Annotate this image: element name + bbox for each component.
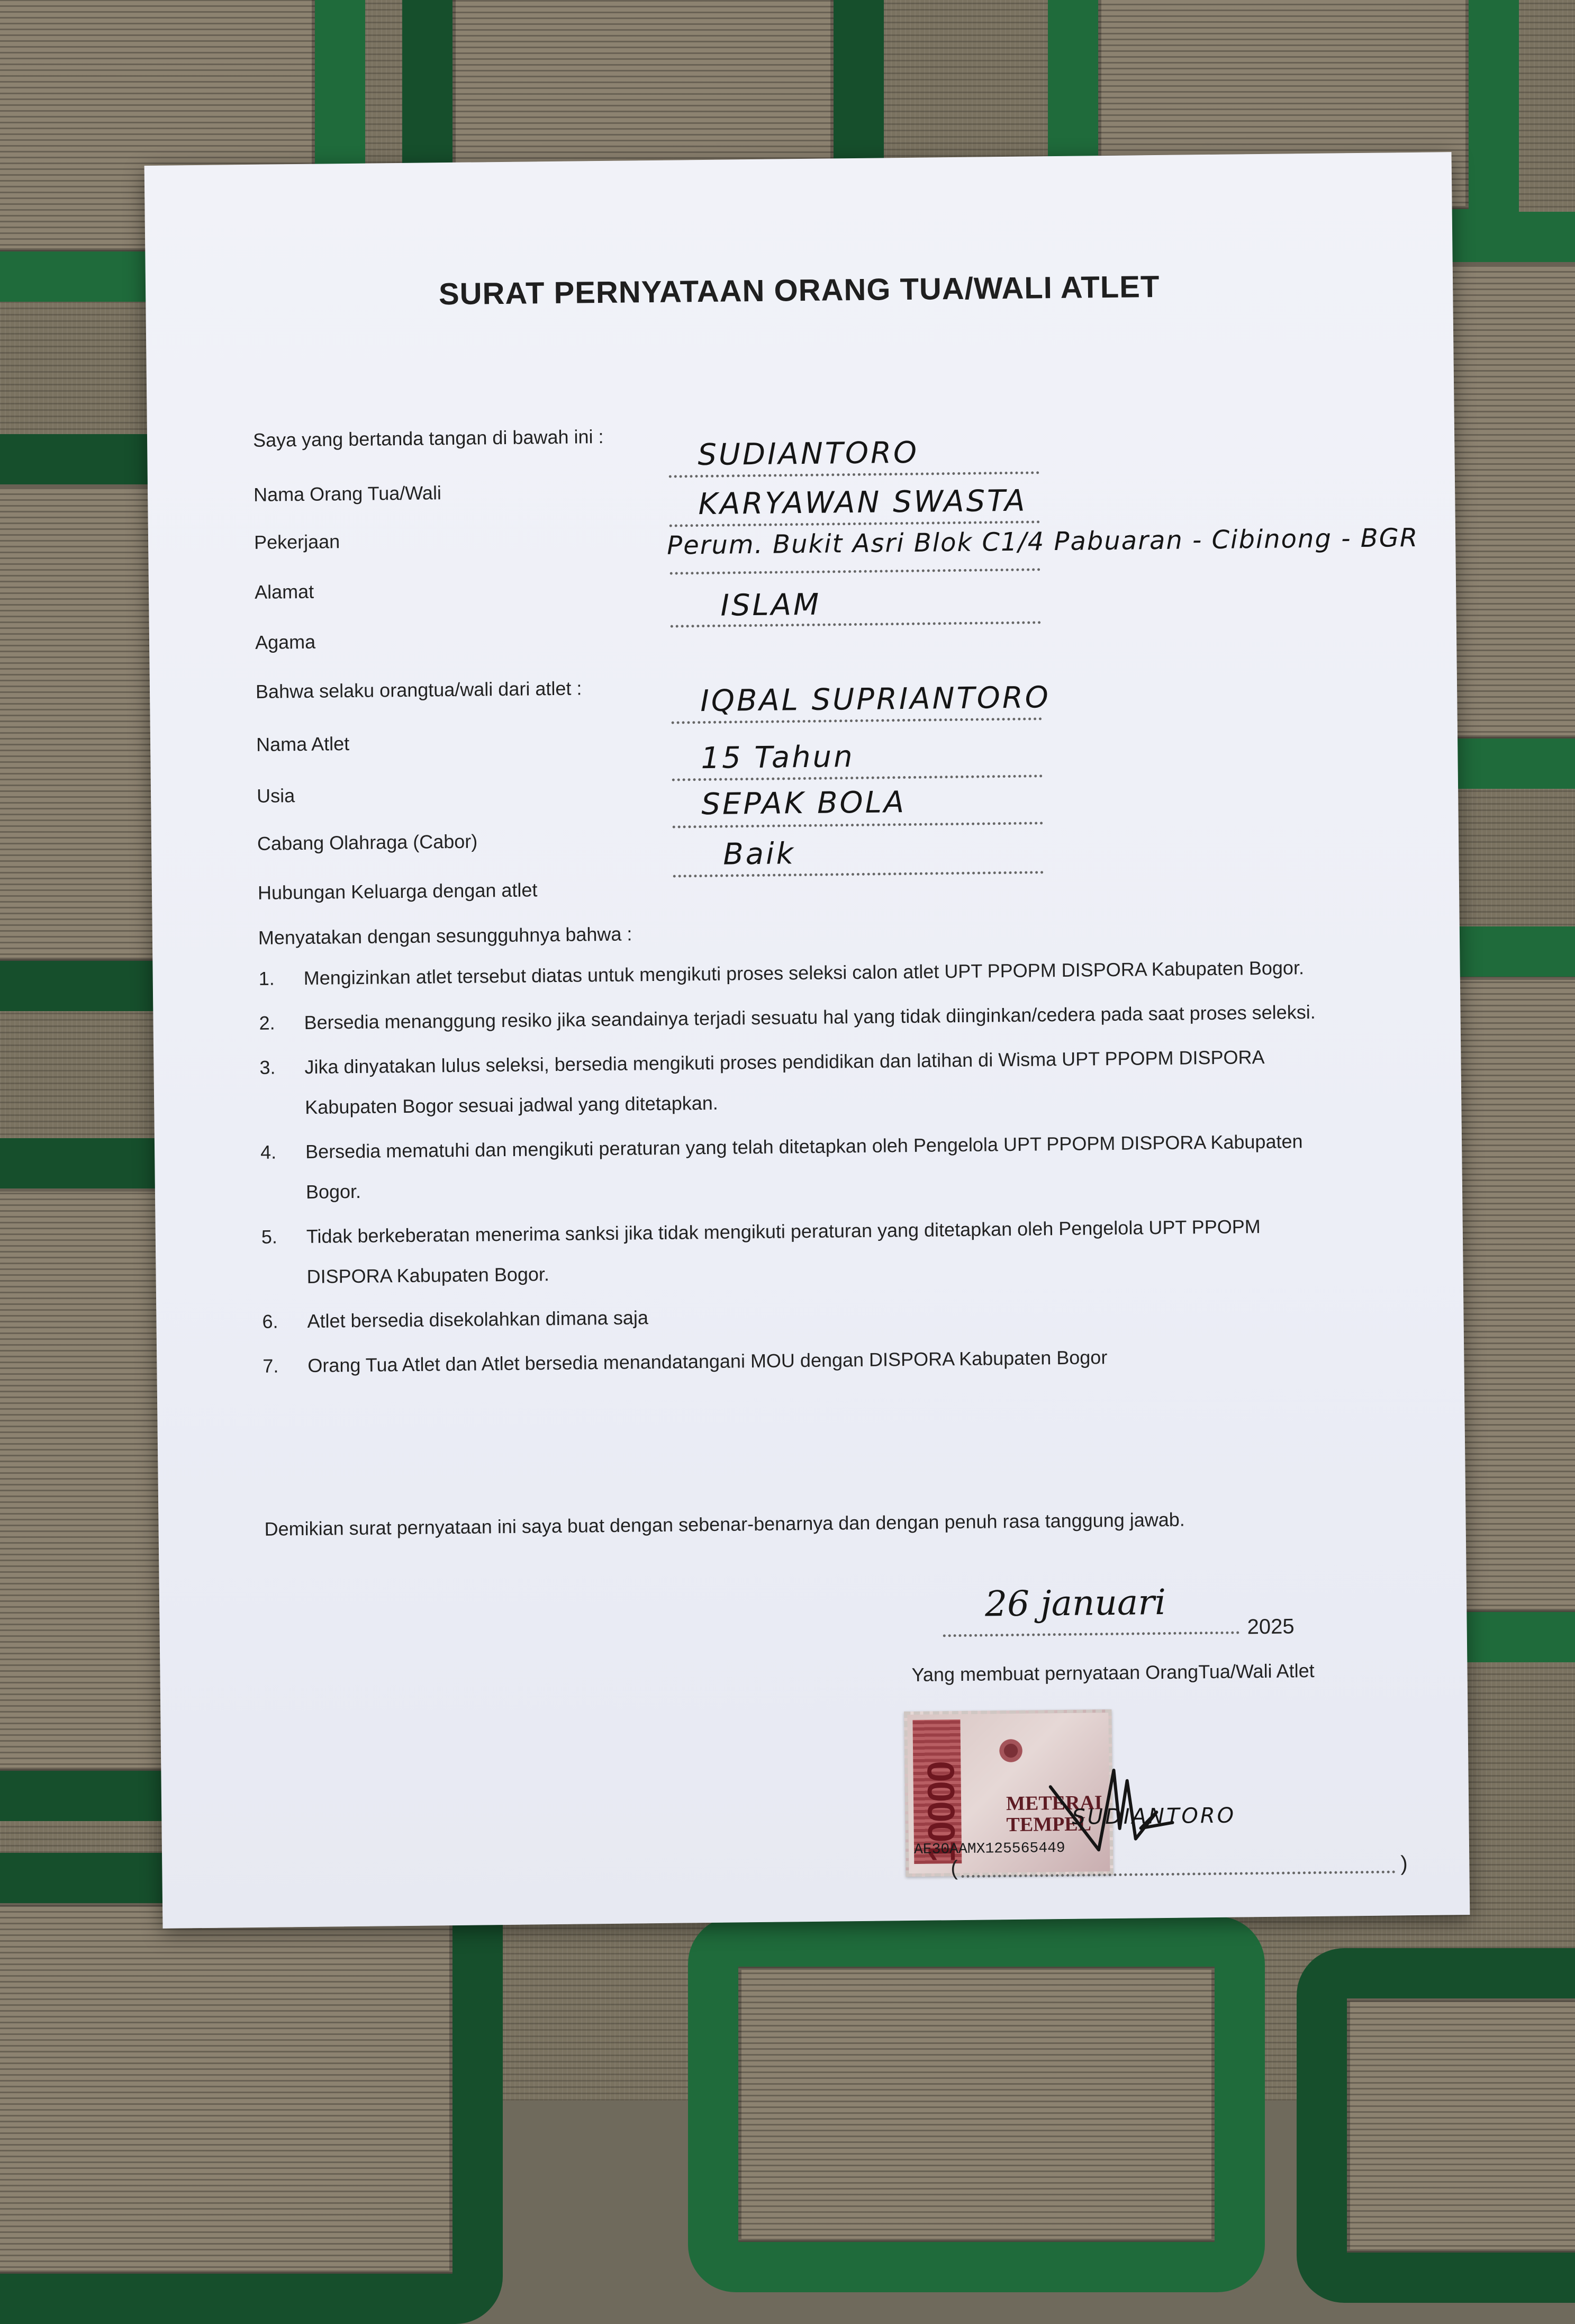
list-item-text: Orang Tua Atlet dan Atlet bersedia menandatangani MOU dengan DISPORA Kabupaten Bogor bbox=[307, 1346, 1108, 1376]
intro-text: Saya yang bertanda tangan di bawah ini : bbox=[252, 425, 604, 451]
field-label-religion: Agama bbox=[255, 630, 316, 653]
closing-paragraph: Demikian surat pernyataan ini saya buat dengan sebenar-benarnya dan dengan penuh rasa tanggung jawab. bbox=[264, 1508, 1185, 1540]
document-title: SURAT PERNYATAAN ORANG TUA/WALI ATLET bbox=[438, 269, 1160, 312]
field-label-relationship: Hubungan Keluarga dengan atlet bbox=[257, 879, 538, 904]
list-item bbox=[259, 1037, 1318, 1128]
paren-open: ( bbox=[951, 1857, 958, 1880]
list-item-number: 3. bbox=[259, 1056, 276, 1078]
field-label-sport: Cabang Olahraga (Cabor) bbox=[257, 830, 478, 854]
background-tile bbox=[688, 1916, 1265, 2292]
list-item-number: 1. bbox=[258, 967, 275, 989]
field-line bbox=[672, 717, 1042, 724]
list-item-text: Bersedia mematuhi dan mengikuti peraturan yang telah ditetapkan oleh Pengelola UPT PPOPM DISPORA Kabupaten Bogor. bbox=[305, 1130, 1303, 1203]
field-line bbox=[673, 822, 1043, 828]
signature-scribble bbox=[1034, 1748, 1236, 1856]
declaration-intro-text: Menyatakan dengan sesungguhnya bahwa : bbox=[258, 923, 632, 949]
list-item bbox=[261, 1206, 1320, 1298]
signer-label: Yang membuat pernyataan OrangTua/Wali Atlet bbox=[911, 1660, 1315, 1686]
list-item-number: 6. bbox=[262, 1310, 278, 1332]
statement-paper bbox=[144, 152, 1470, 1929]
field-value-athlete-name: IQBAL SUPRIANTORO bbox=[700, 680, 1051, 719]
list-item-text: Tidak berkeberatan menerima sanksi jika tidak mengikuti peraturan yang ditetapkan oleh Pengelola UPT PPOPM DISPORA Kabupaten Bogor. bbox=[306, 1215, 1261, 1287]
field-line bbox=[672, 774, 1043, 781]
field-label-address: Alamat bbox=[254, 580, 314, 603]
list-item bbox=[262, 1291, 1321, 1342]
background-tile bbox=[1297, 1948, 1575, 2303]
date-line bbox=[943, 1632, 1239, 1637]
garuda-emblem-icon bbox=[987, 1727, 1035, 1780]
list-item-number: 2. bbox=[259, 1012, 275, 1034]
field-label-age: Usia bbox=[256, 785, 295, 807]
field-label-parent-name: Nama Orang Tua/Wali bbox=[253, 482, 442, 506]
field-value-age: 15 Tahun bbox=[701, 740, 855, 776]
field-value-relationship: Baik bbox=[722, 836, 796, 872]
field-line bbox=[669, 471, 1039, 478]
field-value-address: Perum. Bukit Asri Blok C1/4 Pabuaran - Cibinong - BGR bbox=[666, 523, 1419, 561]
list-item bbox=[258, 948, 1317, 999]
stamp-text: METERAI TEMPEL bbox=[1006, 1791, 1102, 1836]
signer-name: SUDIANTORO bbox=[1072, 1803, 1236, 1830]
list-item-text: Bersedia menanggung resiko jika seandainya terjadi sesuatu hal yang tidak diinginkan/cedera pada saat proses seleksi. bbox=[304, 1001, 1316, 1033]
list-item-text: Atlet bersedia disekolahkan dimana saja bbox=[307, 1307, 649, 1332]
field-label-occupation: Pekerjaan bbox=[254, 530, 340, 553]
list-item-number: 5. bbox=[261, 1226, 278, 1248]
list-item bbox=[259, 992, 1318, 1043]
field-label-athlete-name: Nama Atlet bbox=[256, 733, 350, 755]
date-handwritten: 26 januari bbox=[984, 1581, 1166, 1625]
list-item bbox=[260, 1121, 1319, 1213]
list-item bbox=[262, 1335, 1321, 1386]
paren-close: ) bbox=[1400, 1852, 1408, 1876]
stamp-value: 10000 bbox=[920, 1761, 964, 1863]
field-value-parent-name: SUDIANTORO bbox=[698, 435, 919, 473]
list-item-text: Jika dinyatakan lulus seleksi, bersedia mengikuti proses pendidikan dan latihan di Wisma UPT PPOPM DISPORA Kabupaten Bogor sesuai jadwal yang ditetapkan. bbox=[304, 1046, 1264, 1118]
list-item-number: 4. bbox=[260, 1141, 277, 1163]
field-line bbox=[670, 568, 1040, 574]
field-line bbox=[669, 520, 1040, 527]
field-value-sport: SEPAK BOLA bbox=[701, 785, 907, 822]
terms-list bbox=[258, 948, 1321, 1391]
stamp-serial: AE30AAMX125565449 bbox=[913, 1840, 1065, 1858]
field-value-religion: ISLAM bbox=[720, 587, 821, 623]
field-line bbox=[673, 871, 1044, 877]
list-item-text: Mengizinkan atlet tersebut diatas untuk mengikuti proses seleksi calon atlet UPT PPOPM DISPORA Kabupaten Bogor. bbox=[303, 957, 1305, 989]
date-year: 2025 bbox=[1247, 1615, 1295, 1639]
athlete-intro-text: Bahwa selaku orangtua/wali dari atlet : bbox=[255, 677, 582, 702]
list-item-number: 7. bbox=[262, 1355, 279, 1377]
field-value-occupation: KARYAWAN SWASTA bbox=[698, 483, 1027, 522]
